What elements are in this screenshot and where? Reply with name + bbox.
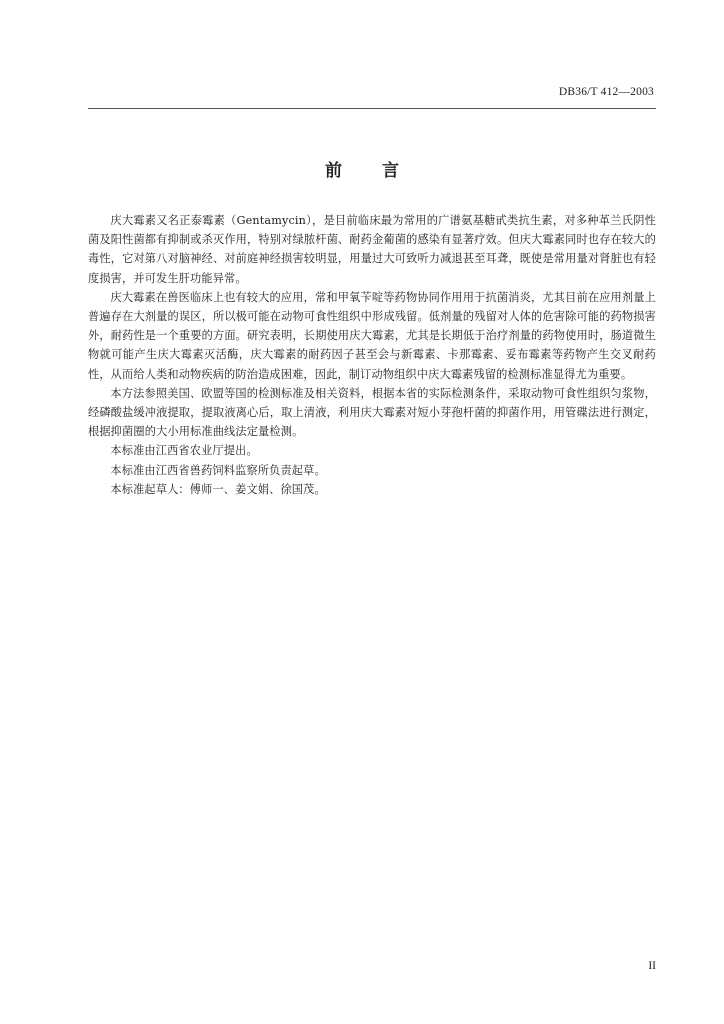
page-title: 前言 [325, 161, 439, 181]
paragraph-veterinary-use: 庆大霉素在兽医临床上也有较大的应用，常和甲氧苄啶等药物协同作用用于抗菌消炎，尤其目前在应用剂量上普遍存在大剂量的误区，所以极可能在动物可食性组织中形成残留。低剂量的残留对人体的危害除可能的药物损害外，耐药性是一个重要的方面。研究表明，长期使用庆大霉素，尤其是长期低于治疗剂量的药物使用时，肠道微生物就可能产生庆大霉素灭活酶，庆大霉素的耐药因子甚至会与新霉素、卡那霉素、妥布霉素等药物产生交叉耐药性，从而给人类和动物疾病的防治造成困难，因此，制订动物组织中庆大霉素残留的检测标准显得尤为重要。 [88, 290, 656, 381]
foreword-body [88, 211, 656, 499]
header-divider [88, 108, 656, 109]
paragraph-drafters: 本标准起草人：傅师一、姜文娟、徐国茂。 [110, 482, 326, 496]
standard-code: DB36/T 412—2003 [558, 86, 654, 98]
paragraph-drafting-unit: 本标准由江西省兽药饲料监察所负责起草。 [110, 463, 326, 477]
page-number: II [648, 960, 656, 972]
paragraph-proposer: 本标准由江西省农业厅提出。 [110, 444, 258, 458]
paragraph-method-basis: 本方法参照美国、欧盟等国的检测标准及相关资料，根据本省的实际检测条件，采取动物可食性组织匀浆物，经磷酸盐缓冲液提取，提取液离心后，取上清液，利用庆大霉素对短小芽孢杆菌的抑菌作用，用管碟法进行测定，根据抑菌圈的大小用标准曲线法定量检测。 [88, 386, 656, 439]
paragraph-gentamicin-intro: 庆大霉素又名正泰霉素（Gentamycin），是目前临床最为常用的广谱氨基糖甙类抗生素，对多种革兰氏阴性菌及阳性菌都有抑制或杀灭作用，特别对绿脓杆菌、耐药金葡菌的感染有显著疗效。但庆大霉素同时也存在较大的毒性，它对第八对脑神经、对前庭神经损害较明显，用量过大可致听力减退甚至耳聋，既使是常用量对肾脏也有轻度损害，并可发生肝功能异常。 [88, 214, 656, 285]
